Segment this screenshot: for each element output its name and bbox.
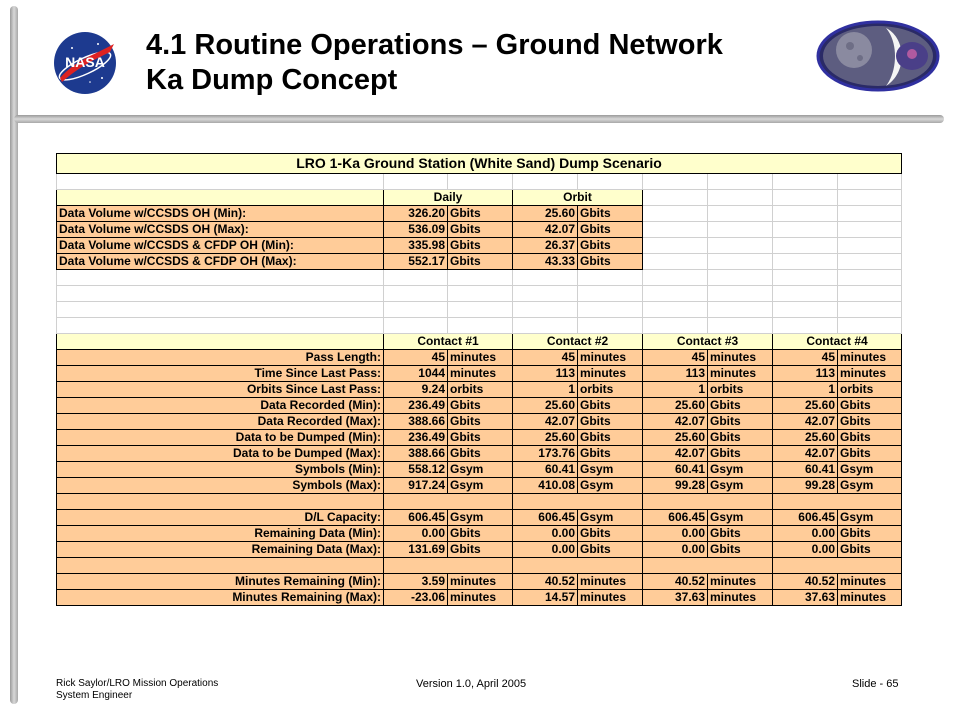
footer-slide-number: Slide - 65	[852, 678, 899, 690]
empty-cell	[643, 286, 708, 302]
empty-cell	[513, 270, 578, 286]
empty-cell	[578, 286, 643, 302]
contact-row	[57, 542, 902, 558]
empty-cell	[448, 318, 513, 334]
dump-scenario-table	[56, 153, 902, 606]
contact-value: 45	[513, 350, 578, 366]
contact-unit: Gsym	[578, 510, 643, 526]
empty-row	[57, 302, 902, 318]
contact-value: 3.59	[384, 574, 448, 590]
empty-cell	[708, 302, 773, 318]
contact-value: 606.45	[384, 510, 448, 526]
empty-cell	[57, 286, 384, 302]
empty-cell	[838, 302, 902, 318]
contact-unit: Gsym	[838, 510, 902, 526]
daily-value: 335.98	[384, 238, 448, 254]
contact-value: -23.06	[384, 590, 448, 606]
empty-cell	[513, 174, 578, 190]
empty-cell	[384, 286, 448, 302]
contact-unit: minutes	[708, 574, 773, 590]
spacer-cell	[643, 558, 773, 574]
orbit-unit: Gbits	[578, 206, 643, 222]
contact-unit: minutes	[708, 366, 773, 382]
contact-row-label: Symbols (Max):	[57, 478, 384, 494]
contact-unit: Gsym	[578, 462, 643, 478]
empty-cell	[838, 190, 902, 206]
contact-row	[57, 462, 902, 478]
contact-value: 131.69	[384, 542, 448, 558]
contact-row-label: Time Since Last Pass:	[57, 366, 384, 382]
sheet-title-row	[57, 154, 902, 174]
empty-cell	[57, 174, 384, 190]
empty-row	[57, 174, 902, 190]
empty-cell	[838, 238, 902, 254]
nasa-logo	[52, 30, 118, 96]
contact-value: 40.52	[773, 574, 838, 590]
contact-row-label: Minutes Remaining (Max):	[57, 590, 384, 606]
contact-value: 388.66	[384, 414, 448, 430]
contact-value: 42.07	[643, 414, 708, 430]
empty-cell	[773, 302, 838, 318]
contact-unit: Gbits	[708, 398, 773, 414]
contact-value: 60.41	[513, 462, 578, 478]
spacer-row	[57, 494, 902, 510]
empty-cell	[57, 318, 384, 334]
contact-row-label: Pass Length:	[57, 350, 384, 366]
contact-unit: Gsym	[578, 478, 643, 494]
contact-unit: minutes	[578, 366, 643, 382]
volume-header-row	[57, 190, 902, 206]
contact-unit: Gbits	[448, 398, 513, 414]
contact-unit: minutes	[838, 366, 902, 382]
contact-unit: Gsym	[708, 478, 773, 494]
contact-unit: Gbits	[838, 542, 902, 558]
daily-unit: Gbits	[448, 206, 513, 222]
empty-cell	[643, 318, 708, 334]
contact-value: 410.08	[513, 478, 578, 494]
contact-unit: Gsym	[838, 478, 902, 494]
contact-value: 25.60	[513, 398, 578, 414]
volume-label: Data Volume w/CCSDS & CFDP OH (Min):	[57, 238, 384, 254]
contact-unit: orbits	[708, 382, 773, 398]
contact-row-label: Data to be Dumped (Max):	[57, 446, 384, 462]
empty-cell	[643, 270, 708, 286]
contact-value: 25.60	[643, 398, 708, 414]
contact-row-label: Orbits Since Last Pass:	[57, 382, 384, 398]
contact-row-label: D/L Capacity:	[57, 510, 384, 526]
contact-unit: Gbits	[578, 446, 643, 462]
contact-value: 0.00	[513, 526, 578, 542]
empty-cell	[838, 222, 902, 238]
footer-version: Version 1.0, April 2005	[416, 678, 527, 690]
empty-cell	[773, 190, 838, 206]
orbit-unit: Gbits	[578, 238, 643, 254]
empty-cell	[708, 222, 773, 238]
contact-row	[57, 430, 902, 446]
contact-value: 25.60	[773, 430, 838, 446]
contact-unit: Gbits	[708, 446, 773, 462]
contact-value: 42.07	[773, 446, 838, 462]
contact-unit: minutes	[578, 574, 643, 590]
contact-value: 113	[513, 366, 578, 382]
contact-value: 917.24	[384, 478, 448, 494]
contact-unit: Gsym	[838, 462, 902, 478]
contact-value: 236.49	[384, 398, 448, 414]
empty-cell	[643, 222, 708, 238]
empty-cell	[513, 318, 578, 334]
empty-cell	[773, 206, 838, 222]
contact-unit: Gbits	[708, 430, 773, 446]
empty-cell	[773, 270, 838, 286]
contact-value: 1044	[384, 366, 448, 382]
empty-cell	[643, 174, 708, 190]
contact-value: 25.60	[643, 430, 708, 446]
spacer-cell	[57, 494, 384, 510]
daily-value: 552.17	[384, 254, 448, 270]
slide-title	[146, 28, 806, 98]
contact-row	[57, 366, 902, 382]
contact-value: 42.07	[773, 414, 838, 430]
contact-row	[57, 574, 902, 590]
contact-row	[57, 446, 902, 462]
footer-author-line-2: System Engineer	[56, 690, 133, 701]
contact-row	[57, 414, 902, 430]
svg-text:NASA: NASA	[65, 54, 105, 70]
title-line-1: 4.1 Routine Operations – Ground Network	[146, 29, 723, 61]
contact-value: 1	[773, 382, 838, 398]
contact-unit: orbits	[578, 382, 643, 398]
contact-unit: minutes	[578, 350, 643, 366]
contact-value: 42.07	[643, 446, 708, 462]
contact-unit: minutes	[448, 590, 513, 606]
orbit-value: 26.37	[513, 238, 578, 254]
contact-unit: minutes	[448, 366, 513, 382]
contact-unit: Gbits	[708, 526, 773, 542]
contact-unit: minutes	[578, 590, 643, 606]
contact-value: 388.66	[384, 446, 448, 462]
contact-unit: minutes	[448, 350, 513, 366]
contact-row	[57, 590, 902, 606]
spacer-row	[57, 558, 902, 574]
empty-cell	[708, 318, 773, 334]
contact-value: 25.60	[513, 430, 578, 446]
contact-unit: Gsym	[708, 510, 773, 526]
contact-unit: Gbits	[578, 542, 643, 558]
contact-unit: Gbits	[838, 446, 902, 462]
contact-value: 1	[513, 382, 578, 398]
left-frame-bar	[10, 6, 18, 704]
empty-cell	[773, 318, 838, 334]
contact-row-label: Remaining Data (Max):	[57, 542, 384, 558]
contact-unit: Gbits	[838, 526, 902, 542]
spacer-cell	[773, 494, 902, 510]
contact-header: Contact #4	[773, 334, 902, 350]
contact-unit: minutes	[708, 590, 773, 606]
empty-cell	[643, 206, 708, 222]
volume-label: Data Volume w/CCSDS & CFDP OH (Max):	[57, 254, 384, 270]
spacer-cell	[513, 494, 643, 510]
contact-value: 99.28	[773, 478, 838, 494]
sheet-title: LRO 1-Ka Ground Station (White Sand) Dump Scenario	[57, 154, 902, 174]
empty-cell	[838, 270, 902, 286]
contact-value: 173.76	[513, 446, 578, 462]
daily-unit: Gbits	[448, 238, 513, 254]
empty-cell	[708, 174, 773, 190]
volume-header-blank	[57, 190, 384, 206]
contact-value: 45	[643, 350, 708, 366]
empty-row	[57, 318, 902, 334]
empty-cell	[643, 190, 708, 206]
empty-cell	[708, 206, 773, 222]
contact-value: 113	[773, 366, 838, 382]
spacer-cell	[384, 494, 513, 510]
empty-row	[57, 270, 902, 286]
empty-cell	[643, 302, 708, 318]
spacer-cell	[513, 558, 643, 574]
contact-value: 45	[773, 350, 838, 366]
title-line-2: Ka Dump Concept	[146, 64, 398, 96]
contact-value: 0.00	[773, 542, 838, 558]
volume-row	[57, 238, 902, 254]
volume-row	[57, 206, 902, 222]
contact-unit: Gbits	[838, 430, 902, 446]
contact-unit: Gsym	[448, 462, 513, 478]
contact-row	[57, 398, 902, 414]
empty-cell	[57, 270, 384, 286]
empty-cell	[838, 174, 902, 190]
empty-cell	[513, 286, 578, 302]
contact-value: 0.00	[643, 526, 708, 542]
contact-row-label: Minutes Remaining (Min):	[57, 574, 384, 590]
empty-cell	[838, 254, 902, 270]
contact-unit: minutes	[838, 350, 902, 366]
empty-cell	[773, 222, 838, 238]
contact-unit: Gbits	[708, 414, 773, 430]
contact-header: Contact #3	[643, 334, 773, 350]
empty-cell	[838, 286, 902, 302]
contact-unit: minutes	[708, 350, 773, 366]
contact-unit: Gbits	[838, 414, 902, 430]
contact-row-label: Data Recorded (Min):	[57, 398, 384, 414]
contact-value: 113	[643, 366, 708, 382]
contact-unit: Gsym	[448, 510, 513, 526]
volume-row	[57, 222, 902, 238]
orbit-value: 43.33	[513, 254, 578, 270]
contact-value: 60.41	[773, 462, 838, 478]
empty-cell	[578, 318, 643, 334]
contact-unit: Gbits	[448, 446, 513, 462]
contact-row-label: Data Recorded (Max):	[57, 414, 384, 430]
empty-cell	[57, 302, 384, 318]
spacer-cell	[57, 558, 384, 574]
volume-row	[57, 254, 902, 270]
empty-cell	[643, 254, 708, 270]
contact-value: 42.07	[513, 414, 578, 430]
contact-row-label: Data to be Dumped (Min):	[57, 430, 384, 446]
contact-value: 40.52	[513, 574, 578, 590]
empty-cell	[773, 238, 838, 254]
contact-unit: Gsym	[448, 478, 513, 494]
contact-value: 0.00	[384, 526, 448, 542]
contact-value: 0.00	[773, 526, 838, 542]
contact-value: 0.00	[513, 542, 578, 558]
empty-cell	[708, 286, 773, 302]
orbit-value: 42.07	[513, 222, 578, 238]
contact-header-row	[57, 334, 902, 350]
contact-row	[57, 382, 902, 398]
contact-unit: Gbits	[838, 398, 902, 414]
contact-value: 236.49	[384, 430, 448, 446]
contact-header: Contact #2	[513, 334, 643, 350]
empty-cell	[448, 286, 513, 302]
contact-value: 606.45	[513, 510, 578, 526]
empty-cell	[708, 190, 773, 206]
empty-cell	[384, 270, 448, 286]
contact-unit: orbits	[838, 382, 902, 398]
contact-value: 37.63	[643, 590, 708, 606]
contact-unit: Gbits	[578, 430, 643, 446]
daily-unit: Gbits	[448, 254, 513, 270]
volume-label: Data Volume w/CCSDS OH (Min):	[57, 206, 384, 222]
empty-row	[57, 286, 902, 302]
contact-value: 37.63	[773, 590, 838, 606]
contact-unit: Gbits	[448, 526, 513, 542]
empty-cell	[643, 238, 708, 254]
spacer-cell	[773, 558, 902, 574]
empty-cell	[773, 174, 838, 190]
contact-value: 606.45	[773, 510, 838, 526]
contact-header: Contact #1	[384, 334, 513, 350]
contact-header-blank	[57, 334, 384, 350]
header-divider-bar	[14, 115, 944, 123]
footer-author-line-1: Rick Saylor/LRO Mission Operations	[56, 678, 219, 689]
contact-unit: minutes	[838, 590, 902, 606]
empty-cell	[838, 318, 902, 334]
contact-value: 558.12	[384, 462, 448, 478]
daily-header: Daily	[384, 190, 513, 206]
contact-unit: Gbits	[448, 430, 513, 446]
footer-author	[56, 678, 218, 702]
contact-row-label: Remaining Data (Min):	[57, 526, 384, 542]
daily-unit: Gbits	[448, 222, 513, 238]
empty-cell	[448, 174, 513, 190]
contact-value: 25.60	[773, 398, 838, 414]
contact-value: 45	[384, 350, 448, 366]
empty-cell	[708, 254, 773, 270]
contact-value: 99.28	[643, 478, 708, 494]
contact-value: 9.24	[384, 382, 448, 398]
contact-value: 40.52	[643, 574, 708, 590]
empty-cell	[384, 174, 448, 190]
orbit-unit: Gbits	[578, 222, 643, 238]
orbit-header: Orbit	[513, 190, 643, 206]
daily-value: 536.09	[384, 222, 448, 238]
empty-cell	[578, 302, 643, 318]
contact-unit: Gbits	[448, 414, 513, 430]
empty-cell	[773, 286, 838, 302]
daily-value: 326.20	[384, 206, 448, 222]
contact-unit: Gsym	[708, 462, 773, 478]
contact-row	[57, 526, 902, 542]
contact-row	[57, 510, 902, 526]
orbit-unit: Gbits	[578, 254, 643, 270]
contact-value: 1	[643, 382, 708, 398]
spacer-cell	[384, 558, 513, 574]
empty-cell	[708, 238, 773, 254]
contact-unit: Gbits	[578, 414, 643, 430]
orbit-value: 25.60	[513, 206, 578, 222]
empty-cell	[708, 270, 773, 286]
empty-cell	[448, 270, 513, 286]
contact-unit: minutes	[448, 574, 513, 590]
empty-cell	[578, 174, 643, 190]
empty-cell	[384, 318, 448, 334]
contact-value: 606.45	[643, 510, 708, 526]
contact-row-label: Symbols (Min):	[57, 462, 384, 478]
contact-unit: Gbits	[708, 542, 773, 558]
contact-unit: minutes	[838, 574, 902, 590]
empty-cell	[838, 206, 902, 222]
contact-row	[57, 478, 902, 494]
empty-cell	[773, 254, 838, 270]
empty-cell	[448, 302, 513, 318]
volume-label: Data Volume w/CCSDS OH (Max):	[57, 222, 384, 238]
contact-unit: Gbits	[578, 398, 643, 414]
contact-value: 14.57	[513, 590, 578, 606]
lro-mission-logo	[816, 20, 940, 92]
contact-unit: Gbits	[578, 526, 643, 542]
contact-value: 60.41	[643, 462, 708, 478]
contact-unit: orbits	[448, 382, 513, 398]
empty-cell	[578, 270, 643, 286]
contact-row	[57, 350, 902, 366]
empty-cell	[513, 302, 578, 318]
spacer-cell	[643, 494, 773, 510]
empty-cell	[384, 302, 448, 318]
contact-value: 0.00	[643, 542, 708, 558]
contact-unit: Gbits	[448, 542, 513, 558]
